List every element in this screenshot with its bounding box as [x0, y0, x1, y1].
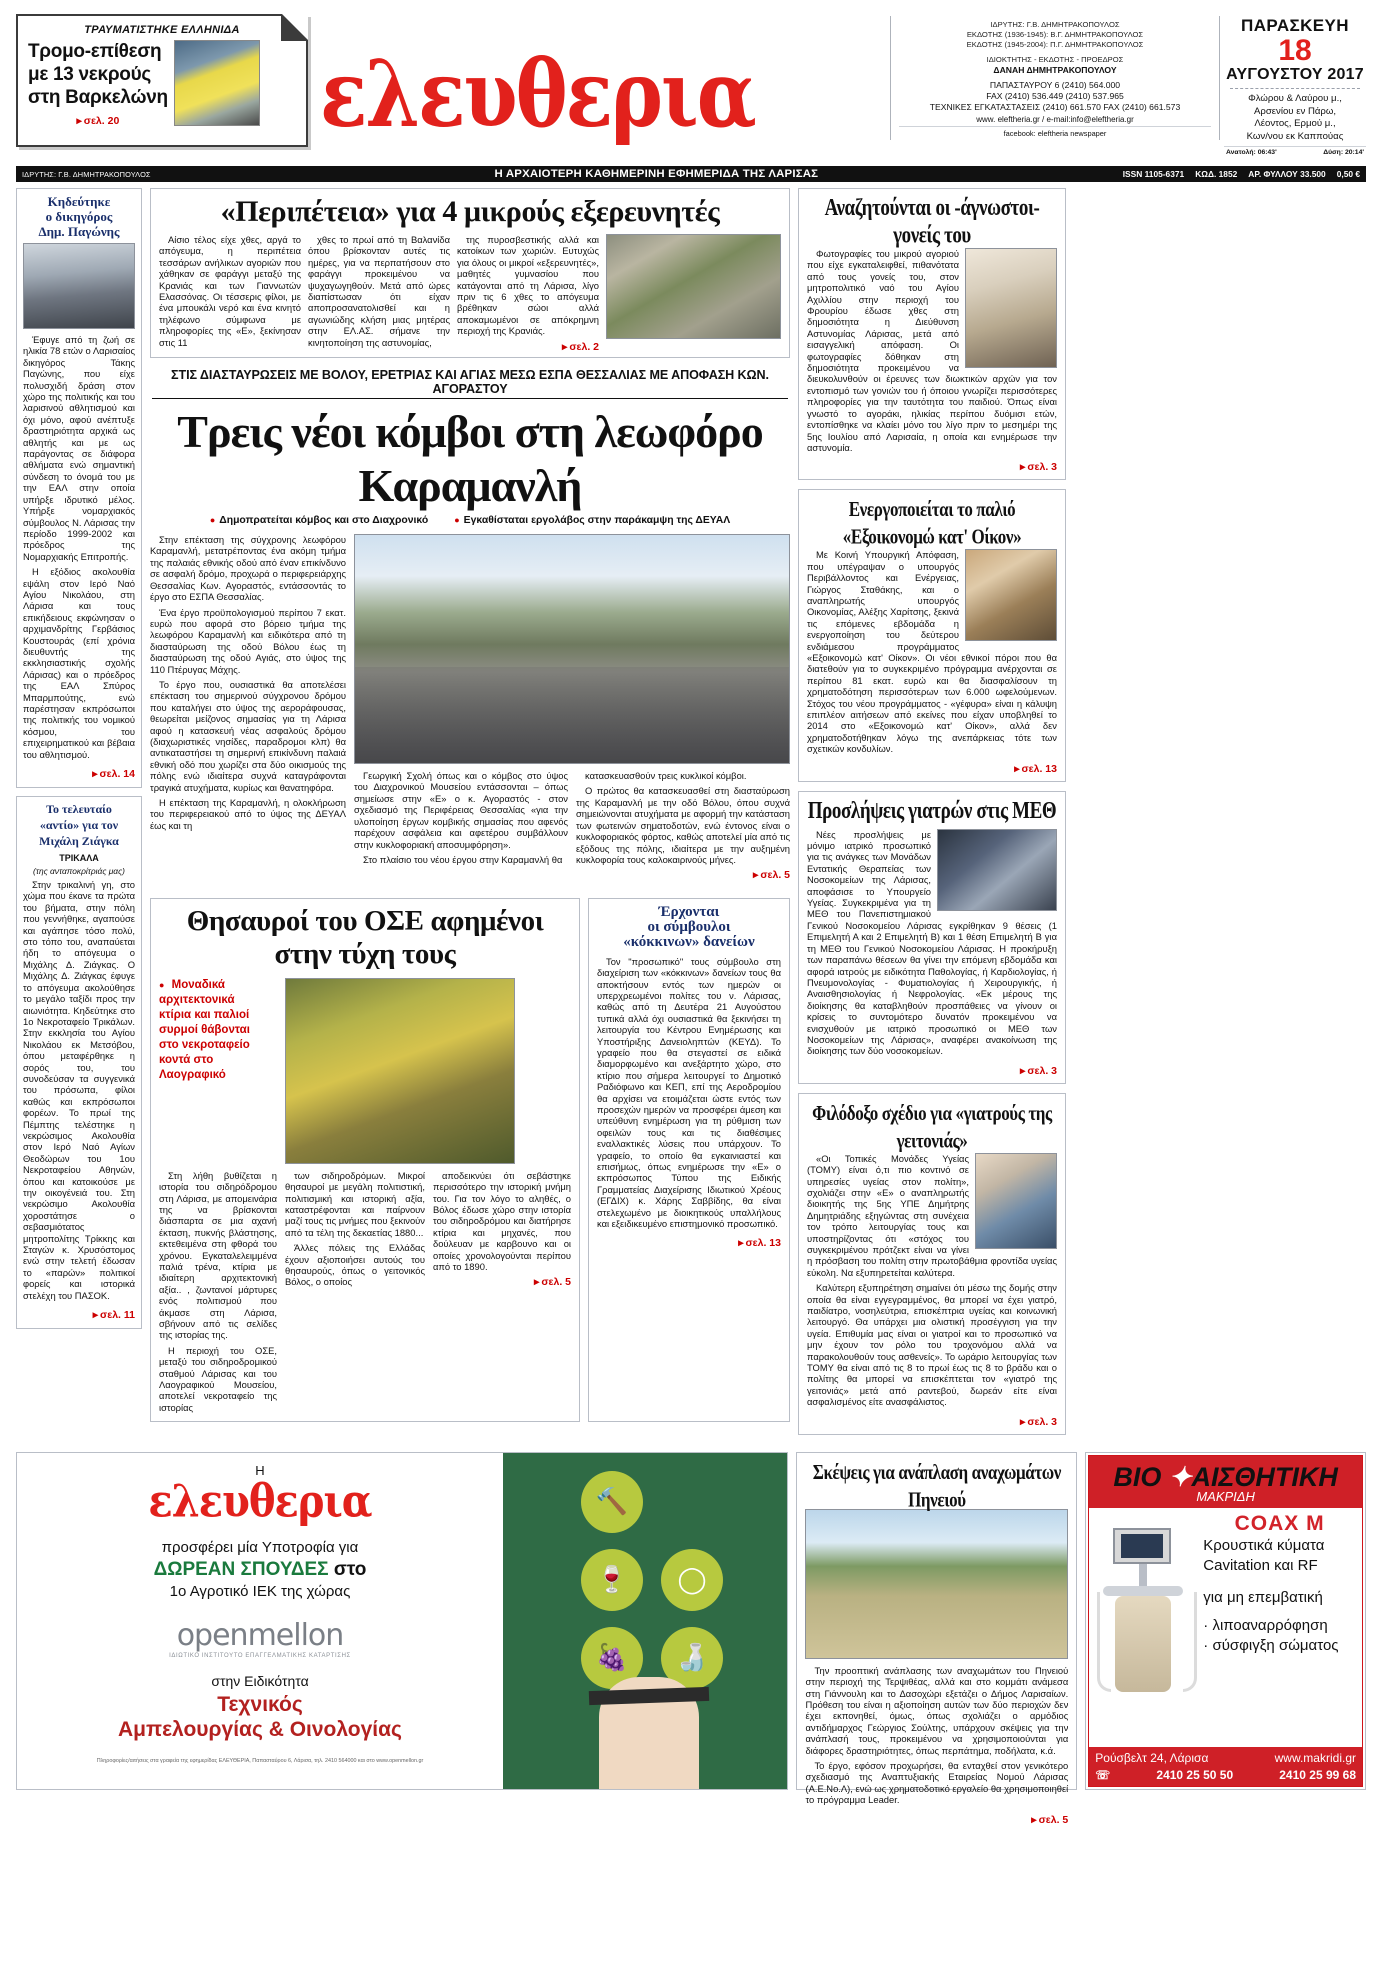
ose-col-3: αποδεικνύει ότι σεβάστηκε περισσότερο την ιστορική μνήμη του. Για τον λόγο το αληθές, ο Βόλος έδωσε χώρο στην ιστορία του σιδηροδρόμου και διατήρησε κτίρια και μηχανές, που δούλευαν με καρβουνο και οι οποίες χρονολογούνται περίπου από το 1890. ▸ σελ. 5: [433, 1170, 571, 1418]
saint-line-3: Λέοντος, Ερμού μ.,: [1254, 118, 1336, 129]
imprint-tech-line: (2410) 661.570 FAX (2410) 661.573: [1042, 102, 1181, 112]
tomy-body-1: «Οι Τοπικές Μονάδες Υγείας (ΤΟΜΥ) είναι ό,τι πιο κοντινό σε υπηρεσίες υγείας στον πολίτη», σχολιάζει στην «Ε» ο αναπληρωτής διοικητής της 5ης ΥΠΕ Δημήτρης Δημητριάδης εξηγώντας στη συνέχεια τον τρόπο λειτουργίας τους και υποστηρίζοντας ότι «στόχος του συγκεκριμένου πρότζεκτ είναι να γίνει η πρόσβαση του πολίτη στην πρωτοβάθμια φροντίδα υγείας εύκολη. Να εξυπηρετείται καλύτερα.: [807, 1152, 1057, 1278]
story-lost-explorers[interactable]: [150, 188, 790, 358]
ad-article-word: Η: [255, 1462, 265, 1478]
facebook-label: facebook:: [1003, 129, 1036, 138]
month-year: ΑΥΓΟΥΣΤΟΥ 2017: [1226, 66, 1364, 83]
day-number: 18: [1278, 34, 1312, 67]
parents-headline: Αναζητούνται οι -άγνωστοι- γονείς του: [824, 195, 1040, 249]
bio-phone-2[interactable]: 2410 25 99 68: [1279, 1767, 1356, 1782]
obit-page-ref[interactable]: ▸ σελ. 14: [92, 768, 135, 780]
bio-line-1: Κρουστικά κύματα: [1203, 1536, 1325, 1554]
flash-headline-line2: με 13 νεκρούς: [28, 64, 151, 85]
grapes-icon: 🍇: [581, 1627, 643, 1689]
flash-kicker: ΤΡΑΥΜΑΤΙΣΤΗΚΕ ΕΛΛΗΝΙΔΑ: [84, 24, 240, 36]
slogan-bar: [16, 166, 1366, 182]
ose-page-ref[interactable]: ▸ σελ. 5: [534, 1276, 571, 1288]
loans-head-line2: οι σύμβουλοι: [647, 918, 731, 935]
ad-line-3: 1ο Αγροτικό ΙΕΚ της χώρας: [169, 1582, 351, 1600]
ad-illustration-panel: [503, 1453, 787, 1789]
date-block: [1224, 16, 1366, 156]
bio-phone-1[interactable]: 2410 25 50 50: [1156, 1767, 1234, 1782]
saint-line-2: Αρσενίου εν Πάρω,: [1253, 105, 1337, 117]
newspaper-logo: ελευθερια: [320, 41, 755, 149]
bio-product-name: COAX M: [1234, 1511, 1325, 1535]
saint-line-1: Φλώρου & Λαύρου μ.,: [1248, 93, 1342, 104]
sunrise: Ανατολή: 06:43': [1226, 149, 1277, 156]
content-grid: [16, 188, 1366, 1444]
story-pineios-embankments[interactable]: [796, 1452, 1077, 1826]
karamanli-bullet-1: ● Δημοπρατείται κόμβος και στο Διαχρονικό: [210, 515, 428, 526]
bio-line-2: Cavitation και RF: [1203, 1556, 1318, 1574]
obituary-ziagkas[interactable]: [16, 796, 142, 1329]
wine-glass-icon: 🍷: [581, 1549, 643, 1611]
explorers-col-1: Αίσιο τέλος είχε χθες, αργά το απόγευμα, η περιπέτεια τεσσάρων ανήλικων αγοριών που χάθηκαν σε φαράγγι μεταξύ της Κρανιάς και των Γιαννωτών Ελασσόνας. Οι τέσσερις φίλοι, με ένα μπουκάλι νερό και ένα κινητό τηλέφωνο σύμφωνα με πληροφορίες της «Ε», ξεκίνησαν στις 11: [159, 234, 301, 348]
tomy-page-ref[interactable]: ▸ σελ. 3: [1020, 1416, 1057, 1428]
bio-line-4: · λιποαναρρόφηση: [1203, 1616, 1328, 1634]
imprint-address: ΠΑΠΑΣΤΑΥΡΟΥ 6: [989, 80, 1060, 90]
pineios-body-2: Το έργο, εφόσον προχωρήσει, θα ενταχθεί στον γενικότερο σχεδιασμό της Αναπτυξιακής Εταιρείας Νομού Λάρισας (Α.Ε.Νο.Λ), ενώ ως χρηματοδοτικό εργαλείο θα χρησιμοποιηθεί το πρόγραμμα Leader.: [805, 1759, 1069, 1806]
ziagkas-head-line3: Μιχάλη Ζιάγκα: [39, 834, 119, 849]
savings-headline: Ενεργοποιείται το παλιό «Εξοικονομώ κατ' Οίκον»: [842, 497, 1022, 549]
meth-page-ref[interactable]: ▸ σελ. 3: [1020, 1065, 1057, 1077]
karamanli-bullet-2: ● Εγκαθίσταται εργολάβος στην παράκαμψη της ΔΕΥΑΛ: [454, 515, 730, 526]
flash-photo-barcelona: [174, 40, 260, 126]
ad-eleftheria-logo: ελευθερια: [148, 1474, 372, 1528]
issue-number: ΑΡ. ΦΥΛΛΟΥ 33.500: [1248, 169, 1326, 179]
imprint-publisher-2: ΕΚΔΟΤΗΣ (1945-2004): Π.Γ. ΔΗΜΗΤΡΑΚΟΠΟΥΛΟΣ: [966, 40, 1144, 49]
bio-brand-sub: ΜΑΚΡΙΔΗ: [1196, 1488, 1255, 1504]
imprint-publisher-1: ΕΚΔΟΤΗΣ (1936-1945): Β.Γ. ΔΗΜΗΤΡΑΚΟΠΟΥΛΟΣ: [966, 30, 1144, 39]
flash-headline-line1: Τρομο-επίθεση: [28, 41, 162, 62]
savings-body: Με Κοινή Υπουργική Απόφαση, που υπέγραψαν ο υπουργός Περιβάλλοντος και Ενέργειας, Γιώργος Σταθάκης, και ο αναπληρωτής υπουργός Οικονομίας, Αλέξης Χαρίτσης, ξεκινά τις επόμενες εβδομάδα η ενεργοποίηση του δεύτερου ενδιάμεσου προγράμματος «Εξοικονομώ κατ' Οίκον». Οι νέοι εθνικοί πόροι που θα διατεθούν για το συγκεκριμένο πρόγραμμα ανέρχονται σε περίπου 81 εκατ. ευρώ και θα διασφαλίσουν τη χρηματοδότηση περισσότερων των 6.000 ωφελούμενων. Στόχος του νέου προγράμματος - «γέφυρα» είναι η κάλυψη επιπλέον αιτήσεων από εκείνες που είχαν υποβληθεί το 2014 στο «Εξοικονομώ κατ' Οίκον», αλλά δεν χρηματοδοτήθηκαν λόγω της ανεπάρκειας τότε των σχετικών κονδυλίων.: [807, 549, 1057, 755]
story-karamanli-junctions[interactable]: [150, 368, 790, 882]
bio-contact-bar[interactable]: [1089, 1747, 1362, 1786]
flash-page-ref[interactable]: ▸ σελ. 20: [76, 115, 119, 127]
karamanli-page-ref[interactable]: ▸ σελ. 5: [753, 869, 790, 881]
imprint-block: [890, 16, 1220, 140]
loans-head-line3: «κόκκινων» δανείων: [623, 933, 755, 950]
bottom-section: [16, 1452, 1366, 1826]
imprint-founder: ΙΔΡΥΤΗΣ: Γ.Β. ΔΗΜΗΤΡΑΚΟΠΟΥΛΟΣ: [990, 20, 1120, 29]
flash-news-box[interactable]: [16, 14, 308, 147]
explorers-page-ref[interactable]: ▸ σελ. 2: [562, 341, 599, 353]
ziagkas-body: Στην τρικαλινή γη, στο χώμα που έκανε τα πρώτα του βήματα, στην πόλη που γεννήθηκε, αγαπούσε και αγάπησε τόσο πολύ, στο τόπο του, αναπαύεται ήδη το απόγευμα ο Μιχάλης Δ. Ζιάγκας. Ο Μιχάλης Δ. Ζιάγκας έφυγε το απόγευμα ακολούθησε το μεγάλο ταξίδι προς την αιωνιότητα. Κηδεύτηκε στο 1ο Νεκροταφείο Τρικάλων. Στην εκκλησία του Αγίου Νικολάου εκ Μετσόβου, όπου μεταφέρθηκε η σορός του, του συνοδεύσαν τα συγγενικά του πρόσωπα, φίλοι καθώς και εκπρόσωποι φορέων. Το πρωί της Πέμπτης τελέστηκε η νεκρώσιμος Ακολουθία στον Ιερό Ναό Αγίων Θεοδώρων του 1ου Νεκροταφείου Αθηνών, όπου και κατοικούσε με την οικογένειά του. Στη νεκρώσιμο Ακολουθία χοροστάτησε ο σεβασμιότατος μητροπολίτης Τρίκκης και Σταγών κ. Χρυσόστομος ενώ στην τελετή έδωσαν το «παρών» πολιτικοί φορείς και ιστορικά στελέχη του ΠΑΣΟΚ.: [23, 879, 135, 1301]
story-loan-advisors[interactable]: [588, 898, 790, 1423]
savings-page-ref[interactable]: ▸ σελ. 13: [1014, 763, 1057, 775]
meth-body: Νέες προσλήψεις με μόνιμο ιατρικό προσωπικό για τις ανάγκες των Μονάδων Εντατικής Θεραπείας των Νοσοκομείων της Λάρισας, αποφάσισε το Υπουργείο Υγείας. Συγκεκριμένα για τη ΜΕΘ του Πανεπιστημιακού Γενικού Νοσοκομείου Λάρισας εγκρίθηκαν 9 θέσεις (1 Επιμελητή Α και 2 Επιμελητή Β) και 1 θέση Επιμελητή Β για τη ΜΕΘ του Γενικού Νοσοκομείου Λάρισας. Η προκήρυξη των παραπάνω θέσεων θα γίνει την επόμενη εβδομάδα και αφορά ιατρούς με ειδικότητα Παθολογίας, ή Καρδιολογίας, ή Πνευμονολογίας - Φυματιολογίας ή Χειρουργικής, ή Αναισθησιολογίας ή Νεφρολογίας. «Εκ μέρους της διοίκησης θα καταβληθούν προσπάθειες να γίνουν οι κρίσεις το συντομότερο δυνατόν προκειμένου να ενισχυθούν με ιατρικό προσωπικό οι ΜΕΘ των Νοσοκομείων της Λάρισας», αναφέρει ανακοίνωση της διοίκησης των δύο νοσοκομείων.: [807, 828, 1057, 1057]
issn: ISSN 1105-6371: [1122, 169, 1185, 179]
code: ΚΩΔ. 1852: [1195, 169, 1238, 179]
karamanli-col-1: Στην επέκταση της σύγχρονης λεωφόρου Καραμανλή, μετατρέποντας ένα ακόμη τμήμα της παλαιάς εθνικής οδού από έναν επικίνδυνο σε ασφαλή δρόμο, προχωρά ο περιφερειάρχης Θεσσαλίας Κων. Αγοραστός, εντάσσοντάς το έργο στο ΕΣΠΑ Θεσσαλίας. Ένα έργο προϋπολογισμού περίπου 7 εκατ. ευρώ που αφορά στο βόρειο τμήμα της λεωφόρου Καραμανλή και ειδικότερα από τη διασταύρωση της οδού Βόλου έως τη διασταύρωση της οδού Αγιάς, στο ύψος της 110 Πτέρυγας Μάχης. Το έργο που, ουσιαστικά θα αποτελέσει επέκταση του σημερινού σύγχρονου δρόμου που καταλήγει στο ύψος της αεροράφουσας, θεωρείται μείζονος σημασίας για τη Λάρισα αφού η κατασκευή νέας ασφαλούς δρόμου (διαχωριστικές νησίδες, παραδρομοι κλπ) θα αντικαταστήσει τη σημερινή επικίνδυνη παλαιά εθνική οδό που χωρίζει στα δύο οικισμούς της πόλης ενώ ιδιαίτερα συχνά καταγράφονται τραγικά ατυχήματα, κυρίως και θανατηφόρα. Η επέκταση της Καραμανλή, η ολοκλήρωση του περιφερειακού από το ύψος της ΔΕΥΑΛ έως και τη: [150, 534, 346, 831]
slogan-tagline: Η ΑΡΧΑΙΟΤΕΡΗ ΚΑΘΗΜΕΡΙΝΗ ΕΦΗΜΕΡΙΔΑ ΤΗΣ ΛΑΡΙΣΑΣ: [494, 168, 819, 180]
imprint-role: ΙΔΙΟΚΤΗΤΗΣ - ΕΚΔΟΤΗΣ - ΠΡΟΕΔΡΟΣ: [986, 55, 1124, 64]
parents-body: Φωτογραφίες του μικρού αγοριού που είχε εγκαταλειφθεί, πιθανότατα από τους γονείς του, στον μητροπολιτικό ναό του Αγίου Αχιλλίου στην περιοχή του Φρουρίου έδωσε χθες στη δημοσιότητα η Διεύθυνση Αστυνομίας Λάρισας, μετά από εισαγγελική απόφαση. Οι φωτογραφίες δόθηκαν στη δημοσιότητα προκειμένου να διευκολυνθούν οι έρευνες των διωκτικών αρχών για τον εντοπισμό των γονιών του ή όποιου γνωρίζει περισσότερες πληροφορίες για την ταυτότητα του παιδιού. Όπως είναι γνωστό το αγοράκι, ηλικίας περίπου δυόμισι ετών, εντοπίσθηκε να κλαίει μόνο του λίγο πριν το μεσημέρι της 5ης Ιουλίου από Λαρισαία, η οποία και ενημέρωσε την αστυνομία.: [807, 248, 1057, 453]
ose-photo-abandoned-train: [285, 978, 515, 1164]
tomy-body-2: Καλύτερη εξυπηρέτηση σημαίνει ότι μέσω της δομής στην οποία θα είναι εγγεγραμμένος, θα μπορεί να έχει γιατρό, παιδίατρο, νοσηλεύτρια, επισκέπτρια υγείας και κοινωνική λειτουργό. Θα υπάρχει μια ολιστική προσέγγιση για την υγεία. Επιθυμία μας είναι οι γιατροί και το προσωπικό να μην έχουν τον ρόλο του τροχονόμου αλλά να παρακολουθούν τους ασθενείς». Το ωράριο λειτουργίας των ΤΟΜΥ θα είναι από τις 8 το πρωί έως τις 8 το βράδυ και ο πολίτης θα μπορεί να επισκέπτεται τον «γιατρό της γειτονιάς» μετά από ραντεβού, δωρεάν είτε είναι ασφαλισμένος είτε ανασφάλιστος.: [807, 1282, 1057, 1408]
ziagkas-head-line2: «αντίο» για τον: [39, 818, 119, 833]
ad-bio-aisthitiki[interactable]: [1085, 1452, 1366, 1790]
ose-col-1: Στη λήθη βυθίζεται η ιστορία του σιδηρόδρομου στη Λάρισα, με απομεινάρια της να βρίσκονται διάσπαρτα σε μια αχανή έκταση, πυκνής βλάστησης, εκτεθειμένα στη φθορά του χρόνου. Εγκαταλελειμμένα παλιά τρένα, κτίρια με ιδιαίτερη αρχιτεκτονική αξία.. , ζωντανοί μάρτυρες ενός πολιτισμού που άκμασε στη Λάρισα, σβήνουν από τις σελίδες της ιστορίας της. Η περιοχή του ΟΣΕ, μεταξύ του σιδηροδρομικού σταθμού Λάρισας και του Λαογραφικού Μουσείου, αποτελεί νεκροταφείο της ιστορίας: [159, 1169, 277, 1413]
karamanli-headline: Τρεις νέοι κόμβοι στη λεωφόρο Καραμανλή: [177, 406, 763, 512]
bio-line-3: για μη επεμβατική: [1203, 1588, 1323, 1606]
doctor-photo: [975, 1153, 1057, 1249]
story-ose-treasures[interactable]: [150, 898, 580, 1423]
center-column: [150, 188, 790, 1444]
explorers-col-3: της πυροσβεστικής αλλά και κατοίκων των χωριών. Ευτυχώς για όλους οι μικροί «εξερευνητές», μαθητές γυμνασίου που κατάγονται από τη Λάρισα, λίγο πριν τις 6 χθες το απόγευμα βρέθηκαν σώοι αλλά αποκαμωμένοι σε απόκρημνη περιοχή της Κρανιάς.: [457, 234, 599, 337]
ziagkas-page-ref[interactable]: ▸ σελ. 11: [93, 1309, 135, 1321]
imprint-tech-label: ΤΕΧΝΙΚΕΣ ΕΓΚΑΤΑΣΤΑΣΕΙΣ: [929, 102, 1041, 112]
karamanli-col-3: κατασκευασθούν τρεις κυκλικοί κόμβοι. Ο πρώτος θα κατασκευασθεί στη διασταύρωση της Καραμανλή με την οδό Βόλου, όπου συχνά σημειώνονται ατυχήματα με αφορμή την κατάσταση των φωτεινών σηματοδοτών, ενώ έντονος είναι ο κυκλοφοριακός φόρτος, καθώς αποτελεί μία από τις εξόδους της πόλης, ιδιαίτερα με την αυξημένη κυκλοφορία τους καλοκαιρινούς μήνες. ▸ σελ. 5: [576, 770, 790, 882]
karamanli-col-2: Γεωργική Σχολή όπως και ο κόμβος στο ύψος του Διαχρονικού Μουσείου εντάσσονται – όπως σημείωσε στην «Ε» ο κ. Αγοραστός - στον σχεδιασμό της Περιφέρειας Θεσσαλίας «για την υλοποίηση έργων κομβικής σημασίας που αφενός παρέχουν ασφάλεια και αφετέρου συμβάλλουν στην κυκλοφοριακή αποσυμφόρηση». Στο πλαίσιο του νέου έργου στην Καραμανλή θα: [354, 770, 568, 865]
obit-head-line1: Κηδεύτηκε: [47, 194, 111, 209]
karamanli-photo-avenue: [354, 534, 790, 764]
imprint-website[interactable]: www. eleftheria.gr / e-mail:info@eleftheria.gr: [976, 115, 1134, 124]
story-neighborhood-doctors[interactable]: [798, 1093, 1066, 1435]
right-rail: [798, 188, 1066, 1444]
icu-ward-photo: [937, 829, 1057, 911]
imprint-fax: FAX (2410) 536.449 (2410) 537.965: [986, 91, 1124, 101]
explorers-photo-rescue: [606, 234, 781, 339]
pineios-page-ref[interactable]: ▸ σελ. 5: [1031, 1814, 1068, 1826]
hammer-icon: 🔨: [581, 1471, 643, 1533]
device-photo: [1091, 1512, 1203, 1743]
story-energy-savings[interactable]: [798, 489, 1066, 781]
phone-icon: ☏: [1095, 1767, 1111, 1782]
bio-website[interactable]: www.makridi.gr: [1274, 1750, 1356, 1765]
ad-line-1: προσφέρει μία Υποτροφία για: [161, 1538, 359, 1556]
pineios-body-1: Την προοπτική ανάπλασης των αναχωμάτων του Πηνειού στην περιοχή της Τερψιθέας, αλλά και στο κομμάτι ανάμεσα στη Γιάννουλη και το Δασοχώρι εξετάζει ο Δήμος Λαρισαίων. Πρόθεση του είναι η αξιοποίηση αυτών των δύο περιοχών δεν έχει εκπονηθεί, όμως, όπως σχολιάζει ο αρμόδιος αντιδήμαρχος Γεώργιος Σούλτης, υπάρχουν σκέψεις για την ανάπλασή τους, προκειμένου να χρησιμοποιούνται για διάφορες δραστηριότητες, όπως περπάτημα, ποδήλατα, κ.ά.: [805, 1664, 1069, 1756]
ose-pullquote: ● Μοναδικά αρχιτεκτονικά κτίρια και παλιοί συρμοί θάβονται στο νεκροταφείο κοντά στο Λαογραφικό: [159, 978, 277, 1083]
ose-col-2: των σιδηροδρόμων. Μικροί θησαυροί με μεγάλη πολιτιστική, πολιτισμική και ιστορική αξία, καταστρέφονται και παίρνουν μαζί τους τις μνήμες που ξεκινούν από τα τέλη της δεκαετίας 1880... Άλλες πόλεις της Ελλάδας έχουν αξιοποιήσει αυτούς του θησαυρούς, όπως ο γειτονικός Βόλος, ο οποίος: [285, 1169, 425, 1288]
loans-body: Τον "προσωπικό" τους σύμβουλο στη διαχείριση των «κόκκινων» δανείων τους θα αποκτήσουν εντός των ημερών οι υπερχρεωμένοι πολίτες του ν. Λάρισας, καθώς από τη Δευτέρα 21 Αυγούστου τυπικά αλλά όχι ουσιαστικά θα ξεκινήσει τη λειτουργία του Κέντρου Ενημέρωσης και Υποστήριξης Δανειοληπτών (ΚΕΥΔ). Το γραφείο που θα στεγαστεί σε ειδικά διαμορφωμένο και ανεξάρτητο χώρο, στο κτίριο που σήμερα λειτουργεί το Δημοτικό Ραδιόφωνο και ΚΕΠ, επί της Αεροδρομίου θα αρχίσει να ετοιμάζεται ώστε εντός των προσεχών ημερών να προσφέρει άμεση και υπεύθυνη ενημέρωση για τη ρύθμιση των οφειλών τους και τις διαθέσιμες εναλλακτικές λύσεις που υπάρχουν. Το γραφείο, το οποίο θα εγκαινιαστεί και επισήμως, όπως ενημέρωσε την «Ε» ο εκπρόσωπος Τύπου της Ειδικής Γραμματείας Διαχείρισης Ιδιωτικού Χρέους (ΕΓΔΙΧ) κ. Χάρης Σαββίδης, θα είναι στελεχωμένο με διοικητικούς υπαλλήλους και εξειδικευμένο επιστημονικό προσωπικό.: [597, 955, 781, 1230]
pineios-photo-dirt-road: [805, 1509, 1068, 1659]
openmellon-brand: openmellon: [176, 1617, 344, 1653]
ad-fine-print: Πληροφορίες/αιτήσεις στα γραφεία της εφημερίδας ΕΛΕΥΘΕΡΙΑ, Παπασταύρου 6, Λάρισα, τηλ. 2410 564000 και στο www.openmellon.gr: [96, 1757, 424, 1764]
masthead-strip: [16, 14, 1366, 164]
loans-head-line1: Έρχονται: [658, 903, 720, 920]
loans-page-ref[interactable]: ▸ σελ. 13: [738, 1237, 781, 1249]
openmellon-brand-sub: ΙΔΙΩΤΙΚΟ ΙΝΣΤΙΤΟΥΤΟ ΕΠΑΓΓΕΛΜΑΤΙΚΗΣ ΚΑΤΑΡΤΙΣΗΣ: [169, 1652, 351, 1659]
left-rail: [16, 188, 142, 1444]
child-photo: [965, 248, 1057, 368]
meth-headline: Προσλήψεις γιατρών στις ΜΕΘ: [807, 797, 1057, 824]
parents-page-ref[interactable]: ▸ σελ. 3: [1020, 461, 1057, 473]
barrel-icon: ◯: [661, 1549, 723, 1611]
slogan-founder: ΙΔΡΥΤΗΣ: Γ.Β. ΔΗΜΗΤΡΑΚΟΠΟΥΛΟΣ: [22, 169, 151, 179]
imprint-phone: (2410) 564.000: [1061, 80, 1121, 90]
tomy-headline: Φιλόδοξο σχέδιο για «γιατρούς της γειτονιάς»: [812, 1101, 1052, 1153]
explorers-headline: «Περιπέτεια» για 4 μικρούς εξερευνητές: [220, 195, 720, 228]
construction-worker-photo: [965, 549, 1057, 641]
bio-address: Ρούσβελτ 24, Λάρισα: [1095, 1750, 1209, 1765]
bio-line-5: · σύσφιγξη σώματος: [1203, 1636, 1339, 1654]
bio-brand: ΒΙΟ ✦ΑΙΣΘΗΤΙΚΗ: [1113, 1461, 1338, 1492]
ad-scholarship-openmellon[interactable]: [16, 1452, 788, 1790]
story-abandoned-child[interactable]: [798, 188, 1066, 480]
obit-portrait-photo: [23, 243, 135, 329]
masthead: [314, 14, 1366, 154]
obit-head-line2: ο δικηγόρος: [45, 209, 113, 224]
flash-headline-line3: στη Βαρκελώνη: [28, 87, 168, 108]
story-icu-doctors[interactable]: [798, 791, 1066, 1084]
pineios-headline: Σκέψεις για ανάπλαση αναχωμάτων Πηνειού: [812, 1459, 1061, 1512]
ziagkas-head-line1: Το τελευταίο: [46, 802, 112, 817]
sunset: Δύση: 20:14': [1323, 149, 1364, 156]
explorers-col-2: χθες το πρωί από τη Βαλανίδα όπου βρίσκονταν αυτές τις ημέρες, για να περπατήσουν στο φαράγγι προκειμένου να ψυχαγωγηθούν. Μετά από ώρες διαπίστωσαν ότι είχαν αποπροσανατολισθεί και η αγωνιώδης κλήση μιας μητέρας στην ΕΛ.ΑΣ. σήμανε την κινητοποίηση της αστυνομίας,: [308, 234, 450, 348]
obit-body-1: Έφυγε από τη ζωή σε ηλικία 78 ετών ο Λαρισαίος δικηγόρος Τάκης Παγώνης, που είχε πολυσχιδή δράση στον χώρο της πολιτικής και του λαρισινού αθλητισμού και όχι μόνο, αφού ανέπτυξε δραστηριότητα αρχικά ως αθλητής και με ως παράγοντας σε διάφορα αθλήματα ενώ σημαντική σύνδεση το όνομά του με την ΕΑΛ στην οποία υπήρξε ιδρυτικό μέλος. Υπήρξε νομαρχιακός σύμβουλος Ν. Λάρισας την περίοδο 1999-2002 και πρόεδρος της Νομαρχιακής Επιτροπής.: [23, 334, 135, 562]
saint-line-4: Κων/νου εκ Καππούας: [1246, 130, 1344, 142]
ziagkas-dateline: ΤΡΙΚΑΛΑ: [59, 853, 99, 864]
ad-line-5: Τεχνικός Αμπελουργίας & Οινολογίας: [118, 1692, 402, 1741]
ad-line-2: ΔΩΡΕΑΝ ΣΠΟΥΔΕΣ στο: [153, 1558, 367, 1580]
price: 0,50 €: [1336, 169, 1360, 179]
ad-line-4: στην Ειδικότητα: [211, 1672, 309, 1689]
ose-headline: Θησαυροί του ΟΣΕ αφημένοι στην τύχη τους: [186, 904, 544, 970]
ziagkas-dateline-sub: (της ανταποκρίτριάς μας): [33, 866, 125, 877]
facebook-value[interactable]: eleftheria newspaper: [1037, 129, 1107, 138]
karamanli-kicker: ΣΤΙΣ ΔΙΑΣΤΑΥΡΩΣΕΙΣ ΜΕ ΒΟΛΟΥ, ΕΡΕΤΡΙΑΣ ΚΑΙ ΑΓΙΑΣ ΜΕΣΩ ΕΣΠΑ ΘΕΣΣΑΛΙΑΣ ΜΕ ΑΠΟΦΑΣΗ ΚΩΝ. ΑΓΟΡΑΣΤΟΥ: [152, 368, 788, 399]
obituary-pagonis[interactable]: [16, 188, 142, 788]
obit-head-line3: Δημ. Παγώνης: [38, 224, 120, 239]
day-of-week: ΠΑΡΑΣΚΕΥΗ: [1241, 16, 1349, 35]
imprint-owner: ΔΑΝΑΗ ΔΗΜΗΤΡΑΚΟΠΟΥΛΟΥ: [993, 65, 1117, 75]
wine-bottle-icon: 🍶: [661, 1627, 723, 1689]
obit-body-2: Η εξόδιος ακολουθία εψάλη στον Ιερό Ναό Αγίου Νικολάου, στη Λάρισα και τους επικήδειους εκφώνησαν ο αρχιμανδρίτης Γερβάσιος Κουστουράς (επί χρόνια διευθυντής της εκκλησιαστικής σχολής Λάρισας) και ο πρόεδρος της ΕΑΛ Σπύρος Μπαρμπούτης, ενώ παρέστησαν εκπρόσωποι της πολιτικής του νομικού κόσμου, του επιχειρηματικού και βέβαια του αθλητισμού.: [23, 566, 135, 760]
